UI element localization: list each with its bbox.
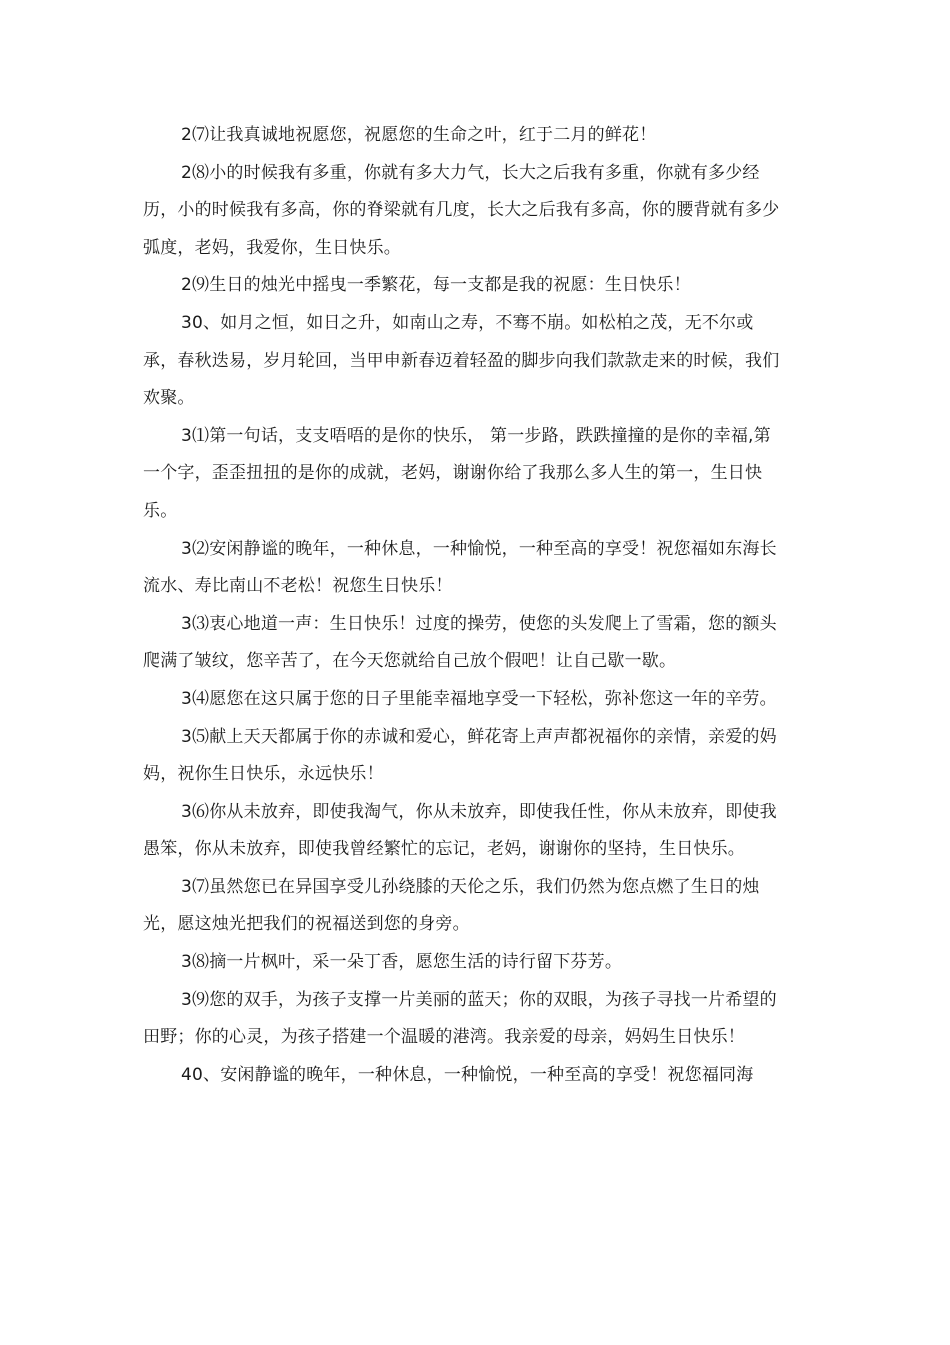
paragraph-28: 2⑻小的时候我有多重，你就有多大力气，长大之后我有多重，你就有多少经历，小的时候我有多高，你的脊梁就有几度，长大之后我有多高，你的腰背就有多少弧度，老妈，我爱你，生日快乐。 — [143, 162, 780, 258]
paragraph-33: 3⑶衷心地道一声：生日快乐！过度的操劳，使您的头发爬上了雪霜，您的额头爬满了皱纹，您辛苦了，在今天您就给自己放个假吧！让自己歇一歇。 — [143, 613, 777, 672]
paragraph-40: 40、安闲静谧的晚年，一种休息，一种愉悦，一种至高的享受！祝您福同海 — [181, 1064, 754, 1085]
paragraph-35: 3⑸献上天天都属于你的赤诚和爱心，鲜花寄上声声都祝福你的亲情，亲爱的妈妈，祝你生日快乐，永远快乐！ — [143, 726, 777, 785]
paragraph-37: 3⑺虽然您已在异国享受儿孙绕膝的天伦之乐，我们仍然为您点燃了生日的烛光，愿这烛光把我们的祝福送到您的身旁。 — [143, 876, 760, 935]
paragraph-36: 3⑹你从未放弃，即使我淘气，你从未放弃，即使我任性，你从未放弃，即使我愚笨，你从未放弃，即使我曾经繁忙的忘记，老妈，谢谢你的坚持，生日快乐。 — [143, 801, 777, 860]
paragraph-27: 2⑺让我真诚地祝愿您，祝愿您的生命之叶，红于二月的鲜花！ — [181, 125, 657, 145]
paragraph-34: 3⑷愿您在这只属于您的日子里能幸福地享受一下轻松，弥补您这一年的辛劳。 — [181, 688, 777, 709]
document-body — [143, 117, 783, 1094]
paragraph-30: 30、如月之恒，如日之升，如南山之寿，不骞不崩。如松柏之茂，无不尔或承，春秋迭易，岁月轮回，当甲申新春迈着轻盈的脚步向我们款款走来的时候，我们欢聚。 — [143, 312, 780, 409]
paragraph-39: 3⑼您的双手，为孩子支撑一片美丽的蓝天；你的双眼，为孩子寻找一片希望的田野；你的心灵，为孩子搭建一个温暖的港湾。我亲爱的母亲，妈妈生日快乐！ — [143, 989, 777, 1048]
paragraph-32: 3⑵安闲静谧的晚年，一种休息，一种愉悦，一种至高的享受！祝您福如东海长流水、寿比南山不老松！祝您生日快乐！ — [143, 538, 777, 597]
paragraph-29: 2⑼生日的烛光中摇曳一季繁花，每一支都是我的祝愿：生日快乐！ — [181, 275, 691, 296]
paragraph-31: 3⑴第一句话，支支唔唔的是你的快乐， 第一步路，跌跌撞撞的是你的幸福,第一个字，歪歪扭扭的是你的成就，老妈，谢谢你给了我那么多人生的第一，生日快乐。 — [143, 425, 771, 521]
paragraph-38: 3⑻摘一片枫叶，采一朵丁香，愿您生活的诗行留下芬芳。 — [181, 952, 623, 973]
